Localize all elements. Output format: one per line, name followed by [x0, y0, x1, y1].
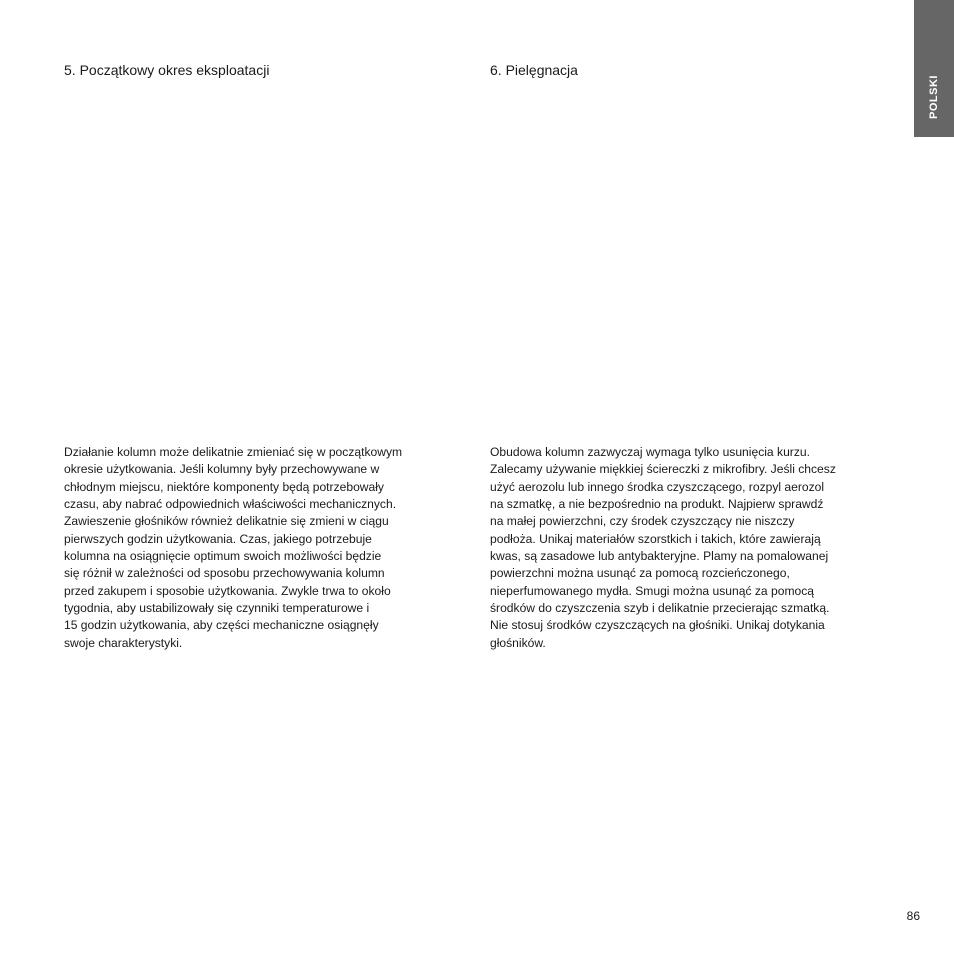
paragraph-line: Zalecamy używanie miękkiej ściereczki z mikrofibry. Jeśli chcesz	[490, 462, 836, 477]
paragraph-line: czasu, aby nabrać odpowiednich właściwości mechanicznych.	[64, 497, 397, 512]
paragraph-line: Zawieszenie głośników również delikatnie się zmieni w ciągu	[64, 514, 389, 529]
paragraph-line: kolumna na osiągnięcie optimum swoich możliwości będzie	[64, 549, 382, 564]
initial-period-paragraph	[64, 444, 454, 652]
paragraph-line: przed zakupem i sposobie użytkowania. Zwykle trwa to około	[64, 583, 391, 598]
paragraph-line: Działanie kolumn może delikatnie zmieniać się w początkowym	[64, 445, 403, 459]
paragraph-line: głośników.	[490, 635, 546, 650]
section-heading-initial-period: 5. Początkowy okres eksploatacji	[64, 62, 270, 78]
paragraph-line: kwas, są zasadowe lub antybakteryjne. Plamy na pomalowanej	[490, 549, 829, 564]
language-tab-label: POLSKI	[928, 75, 940, 119]
paragraph-line: pierwszych godzin użytkowania. Czas, jakiego potrzebuje	[64, 531, 372, 546]
paragraph-line: na szmatkę, a nie bezpośrednio na produkt. Najpierw sprawdź	[490, 497, 824, 512]
paragraph-line: chłodnym miejscu, niektóre komponenty będą potrzebowały	[64, 479, 384, 494]
paragraph-line: swoje charakterystyki.	[64, 635, 183, 650]
language-tab	[914, 0, 954, 137]
paragraph-line: tygodnia, aby ustabilizowały się czynniki temperaturowe i	[64, 601, 370, 616]
paragraph-line: Obudowa kolumn zazwyczaj wymaga tylko usunięcia kurzu.	[490, 445, 810, 459]
paragraph-line: środków do czyszczenia szyb i delikatnie przecierając szmatką.	[490, 601, 830, 616]
page-number: 86	[906, 909, 920, 923]
paragraph-line: okresie użytkowania. Jeśli kolumny były przechowywane w	[64, 462, 380, 477]
paragraph-line: podłoża. Unikaj materiałów szorstkich i takich, które zawierają	[490, 531, 821, 546]
paragraph-line: powierzchni można usunąć za pomocą rozcieńczonego,	[490, 566, 790, 581]
paragraph-line: użyć aerozolu lub innego środka czyszczącego, rozpyl aerozol	[490, 479, 825, 494]
care-paragraph	[490, 444, 885, 652]
paragraph-line: nieperfumowanego mydła. Smugi można usunąć za pomocą	[490, 583, 815, 598]
paragraph-line: na małej powierzchni, czy środek czyszczący nie niszczy	[490, 514, 795, 529]
paragraph-line: się różnił w zależności od sposobu przechowywania kolumn	[64, 566, 385, 581]
paragraph-line: Nie stosuj środków czyszczących na głośniki. Unikaj dotykania	[490, 618, 825, 633]
paragraph-line: 15 godzin użytkowania, aby części mechaniczne osiągnęły	[64, 618, 379, 633]
section-heading-care: 6. Pielęgnacja	[490, 62, 578, 78]
